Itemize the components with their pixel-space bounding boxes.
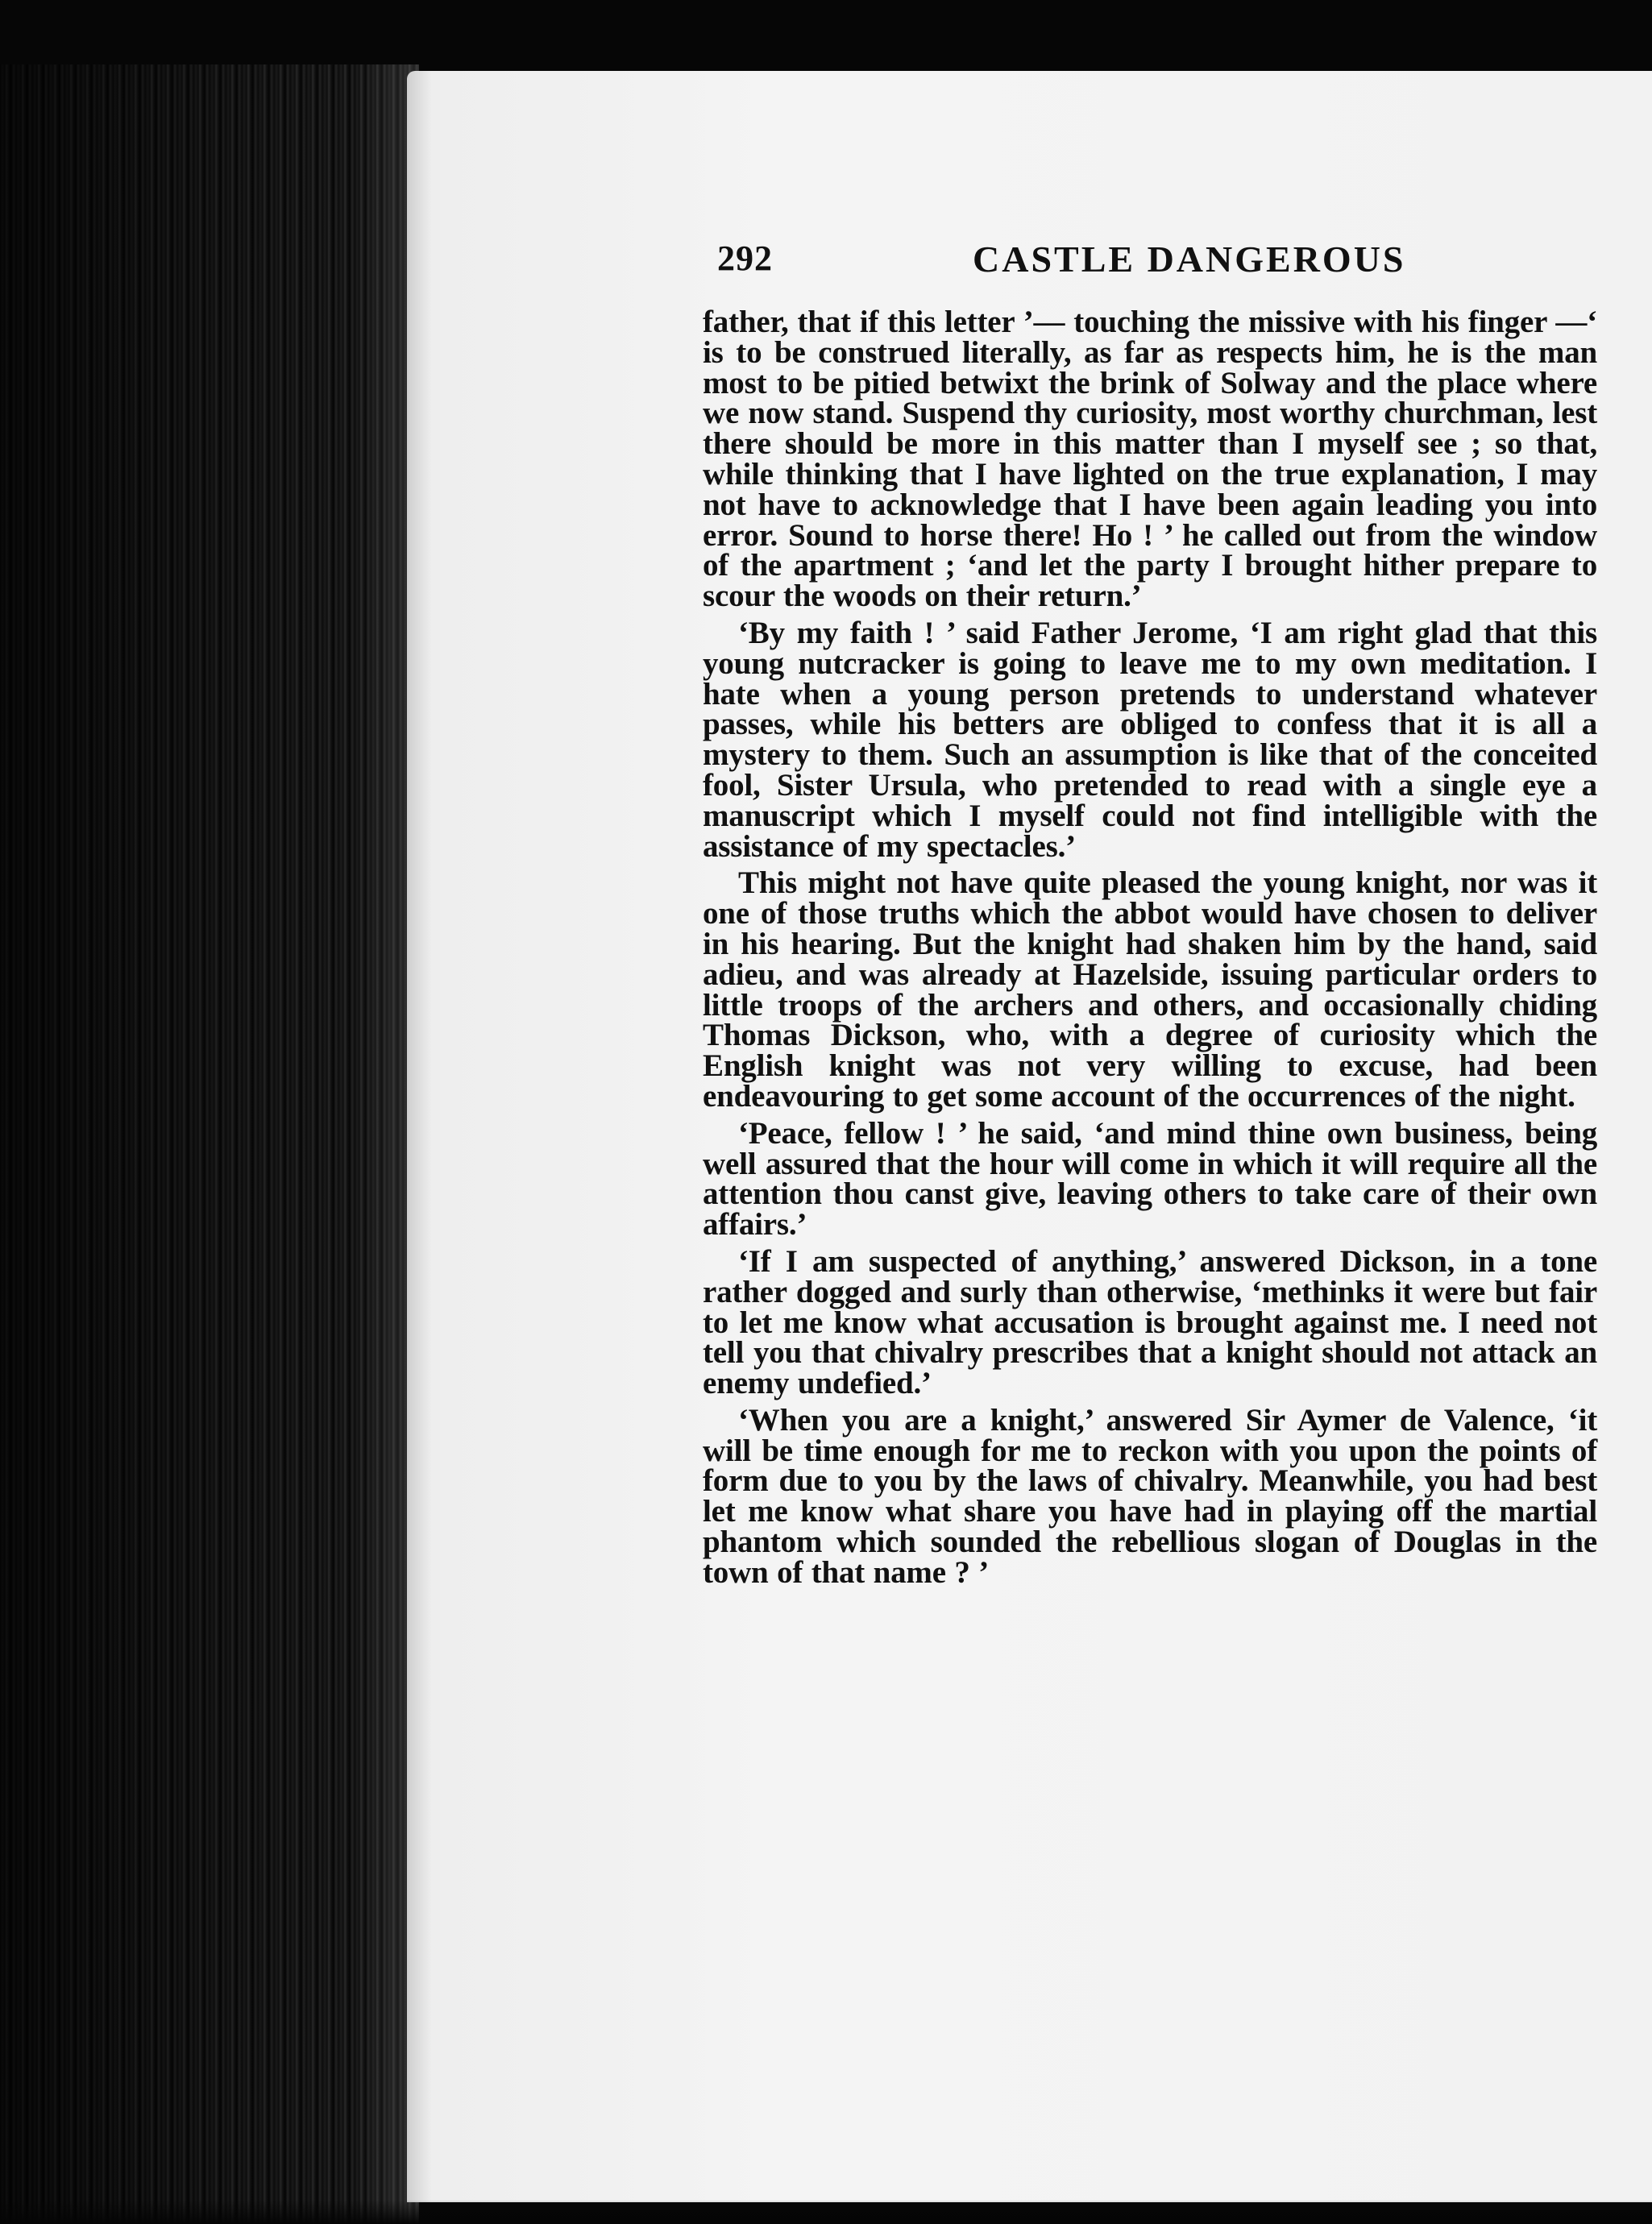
page-text-block [703, 238, 1597, 1588]
body-text [703, 307, 1597, 1588]
running-title: CASTLE DANGEROUS [973, 239, 1406, 280]
paragraph: ‘By my faith ! ’ said Father Jerome, ‘I am right glad that this young nutcracker is going to leave me to my own meditation. I hate when a young person pretends to understand whatever passes, while his betters are obliged to confess that it is all a mystery to them. Such an assumption is like that of the conceited fool, Sister Ursula, who pretended to read with a single eye a manuscript which I myself could not find intelligible with the assistance of my spectacles.’ [703, 615, 1597, 864]
paragraph: father, that if this letter ’— touching the missive with his finger —‘ is to be construed literally, as far as respects him, he is the man most to be pitied betwixt the brink of Solway and the place where we now stand. Suspend thy curiosity, most worthy churchman, lest there should be more in this matter than I myself see ; so that, while thinking that I have lighted on the true explanation, I may not have to acknowledge that I have been again leading you into error. Sound to horse there! Ho ! ’ he called out from the window of the apartment ; ‘and let the party I brought hither prepare to scour the woods on their return.’ [703, 305, 1597, 614]
page-number: 292 [717, 239, 773, 278]
bottom-shadow [0, 2200, 1652, 2224]
book-page-edges [0, 64, 419, 2224]
paragraph: ‘When you are a knight,’ answered Sir Aymer de Valence, ‘it will be time enough for me to reckon with you upon the points of form due to you by the laws of chivalry. Meanwhile, you had best let me know what share you have had in playing off the martial phantom which sounded the rebellious slogan of Douglas in the town of that name ? ’ [703, 1402, 1597, 1590]
page-header [703, 238, 1597, 302]
paragraph: ‘Peace, fellow ! ’ he said, ‘and mind thine own business, being well assured that the hour will come in which it will require all the attention thou canst give, leaving others to take care of their own affairs.’ [703, 1115, 1597, 1243]
paragraph: ‘If I am suspected of anything,’ answered Dickson, in a tone rather dogged and surly than otherwise, ‘methinks it were but fair to let me know what accusation is brought against me. I need not tell you that chivalry prescribes that a knight should not attack an enemy undefied.’ [703, 1243, 1597, 1401]
paragraph: This might not have quite pleased the young knight, nor was it one of those truths which the abbot would have chosen to deliver in his hearing. But the knight had shaken him by the hand, said adieu, and was already at Hazelside, issuing particular orders to little troops of the archers and others, and occasionally chiding Thomas Dickson, who, with a degree of curiosity which the English knight was not very willing to excuse, had been endeavouring to get some account of the occurrences of the night. [703, 865, 1597, 1114]
